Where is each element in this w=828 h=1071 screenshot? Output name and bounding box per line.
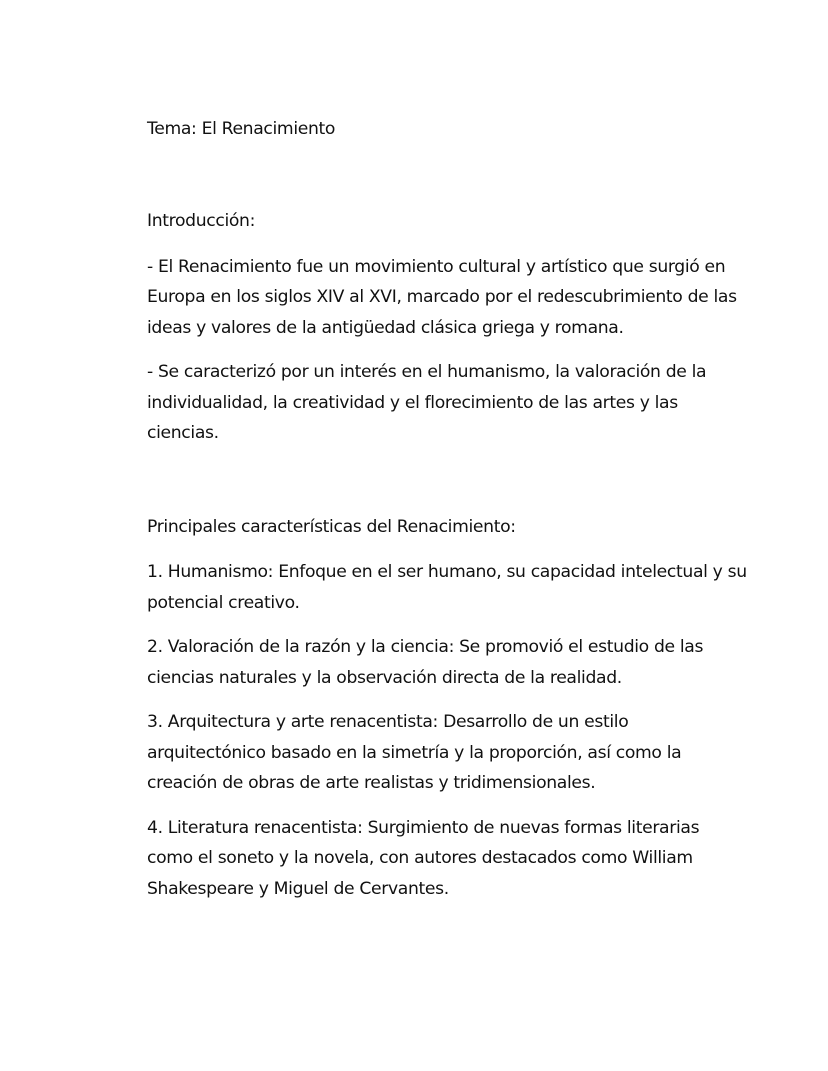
introduction-heading: Introducción: [147, 211, 256, 231]
document-page [147, 114, 747, 904]
characteristics-heading: Principales características del Renacimiento: [147, 516, 516, 537]
characteristic-item: 4. Literatura renacentista: Surgimiento de nuevas formas literarias como el soneto y la novela, con autores destacados como William Shakespeare y Miguel de Cervantes. [147, 817, 700, 899]
characteristic-item: 1. Humanismo: Enfoque en el ser humano, su capacidad intelectual y su potencial creativo. [147, 562, 747, 613]
characteristic-item: 3. Arquitectura y arte renacentista: Desarrollo de un estilo arquitectónico basado en la simetría y la proporción, así como la creación de obras de arte realistas y tridimensionales. [147, 712, 682, 793]
introduction-paragraph: - El Renacimiento fue un movimiento cultural y artístico que surgió en Europa en los siglos XIV al XVI, marcado por el redescubrimiento de las ideas y valores de la antigüedad clásica griega y romana. [147, 256, 737, 338]
document-title: Tema: El Renacimiento [147, 119, 336, 139]
introduction-section [147, 206, 747, 449]
characteristic-item: 2. Valoración de la razón y la ciencia: Se promovió el estudio de las ciencias naturales y la observación directa de la realidad. [147, 637, 704, 688]
characteristics-section [147, 512, 747, 905]
introduction-paragraph: - Se caracterizó por un interés en el humanismo, la valoración de la individualidad, la creatividad y el florecimiento de las artes y las ciencias. [147, 362, 707, 443]
